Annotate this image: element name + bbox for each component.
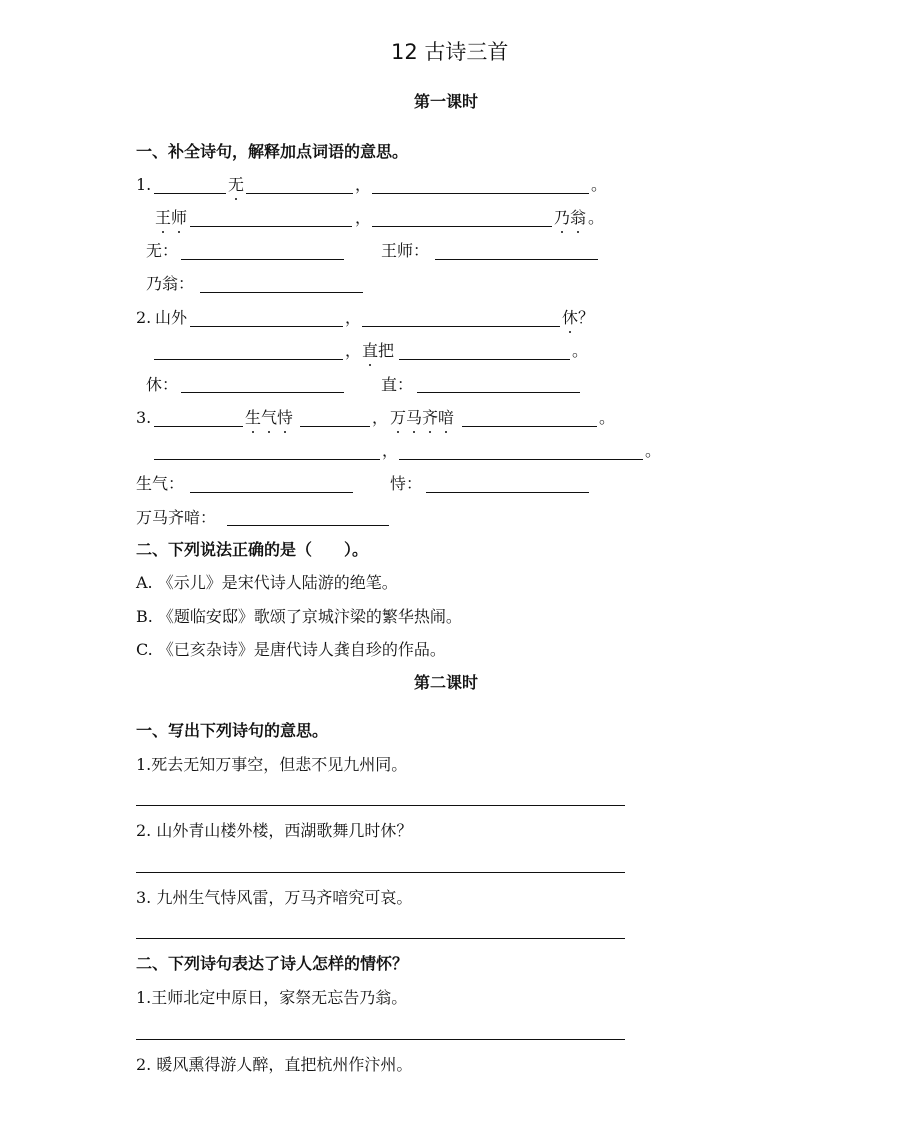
emphasis-dot: [178, 231, 180, 233]
q3-word-wanma: 万马齐喑: [390, 408, 455, 427]
lesson1-part1-heading: 一、补全诗句，解释加点词语的意思。: [136, 142, 409, 161]
option-a: A. 《示儿》是宋代诗人陆游的绝笔。: [136, 573, 398, 592]
q1-blank-2[interactable]: [246, 193, 353, 194]
emphasis-dot: [369, 364, 371, 366]
def-wangshi-label: 王师：: [381, 241, 430, 260]
lesson1-part2-heading: 二、下列说法正确的是（ ）。: [136, 540, 369, 559]
emphasis-dot: [577, 231, 579, 233]
l2-answer-line-2[interactable]: [136, 872, 625, 873]
q2-blank-4[interactable]: [399, 359, 570, 360]
q1-blank-5[interactable]: [372, 226, 552, 227]
def-shi-label: 恃：: [390, 474, 423, 493]
q1-blank-4[interactable]: [190, 226, 352, 227]
emphasis-dot: [397, 431, 399, 433]
q2-comma: ，: [345, 308, 362, 327]
q1-word-wangshi: 王师: [155, 208, 188, 227]
emphasis-dot: [561, 231, 563, 233]
q2-word-xiu: 休？: [562, 308, 595, 327]
emphasis-dot: [235, 198, 237, 200]
q3-period: 。: [599, 408, 616, 427]
def-wangshi-blank[interactable]: [435, 259, 598, 260]
q1-char-wu: 无: [228, 175, 245, 194]
q3-word-shengqishi: 生气恃: [245, 408, 294, 427]
emphasis-dot: [252, 431, 254, 433]
q1-comma: ，: [355, 175, 372, 194]
q1-number: 1.: [136, 175, 152, 194]
l2-p2-item-1: 1.王师北定中原日，家祭无忘告乃翁。: [136, 988, 408, 1007]
emphasis-dot: [429, 431, 431, 433]
def-wanma-label: 万马齐喑：: [136, 508, 217, 527]
lesson2-part1-heading: 一、写出下列诗句的意思。: [136, 721, 329, 740]
q3-number: 3.: [136, 408, 152, 427]
def-wu-blank[interactable]: [181, 259, 344, 260]
q3-blank-5[interactable]: [399, 459, 643, 460]
emphasis-dot: [569, 331, 571, 333]
def-zhi-blank[interactable]: [417, 392, 580, 393]
l2-p2-answer-line-1[interactable]: [136, 1039, 625, 1040]
q1-comma-2: ，: [355, 208, 372, 227]
lesson1-heading: 第一课时: [414, 92, 479, 111]
emphasis-dot: [445, 431, 447, 433]
q2-blank-3[interactable]: [154, 359, 343, 360]
def-wu-label: 无：: [146, 241, 179, 260]
l2-answer-line-1[interactable]: [136, 805, 625, 806]
q3-period-2: 。: [645, 441, 662, 460]
def-zhi-label: 直：: [381, 375, 414, 394]
l2-p2-item-2: 2. 暖风熏得游人醉，直把杭州作汴州。: [136, 1055, 413, 1074]
def-xiu-blank[interactable]: [181, 392, 344, 393]
q2-word-shanwai: 山外: [155, 308, 188, 327]
q2-comma-2: ，: [345, 341, 362, 360]
def-xiu-label: 休：: [146, 375, 179, 394]
q1-blank-1[interactable]: [154, 193, 226, 194]
l2-answer-line-3[interactable]: [136, 938, 625, 939]
emphasis-dot: [284, 431, 286, 433]
l2-item-2: 2. 山外青山楼外楼，西湖歌舞几时休？: [136, 821, 413, 840]
def-naiweng-blank[interactable]: [200, 292, 363, 293]
q1-blank-3[interactable]: [372, 193, 589, 194]
q2-blank-2[interactable]: [362, 326, 560, 327]
q2-blank-1[interactable]: [190, 326, 343, 327]
l2-item-1: 1.死去无知万事空，但悲不见九州同。: [136, 755, 408, 774]
lesson2-part2-heading: 二、下列诗句表达了诗人怎样的情怀？: [136, 954, 409, 973]
l2-item-3: 3. 九州生气恃风雷，万马齐喑究可哀。: [136, 888, 413, 907]
def-wanma-blank[interactable]: [227, 525, 389, 526]
q2-number: 2.: [136, 308, 152, 327]
q3-blank-1[interactable]: [154, 426, 243, 427]
def-naiweng-label: 乃翁：: [146, 274, 195, 293]
def-shi-blank[interactable]: [426, 492, 589, 493]
q3-comma-2: ，: [382, 441, 399, 460]
q1-period-2: 。: [588, 208, 605, 227]
def-shengqi-label: 生气：: [136, 474, 185, 493]
q3-comma: ，: [372, 408, 389, 427]
q1-word-naiweng: 乃翁: [554, 208, 587, 227]
lesson2-heading: 第二课时: [414, 673, 479, 692]
option-b: B. 《题临安邸》歌颂了京城汴梁的繁华热闹。: [136, 607, 462, 626]
emphasis-dot: [413, 431, 415, 433]
option-c: C. 《已亥杂诗》是唐代诗人龚自珍的作品。: [136, 640, 446, 659]
page-title: 12 古诗三首: [391, 40, 509, 64]
q3-blank-3[interactable]: [462, 426, 597, 427]
def-shengqi-blank[interactable]: [190, 492, 353, 493]
q3-blank-2[interactable]: [300, 426, 370, 427]
q3-blank-4[interactable]: [154, 459, 380, 460]
emphasis-dot: [268, 431, 270, 433]
emphasis-dot: [162, 231, 164, 233]
q1-period: 。: [591, 175, 608, 194]
q2-word-zhiba: 直把: [362, 341, 395, 360]
q2-period: 。: [572, 341, 589, 360]
